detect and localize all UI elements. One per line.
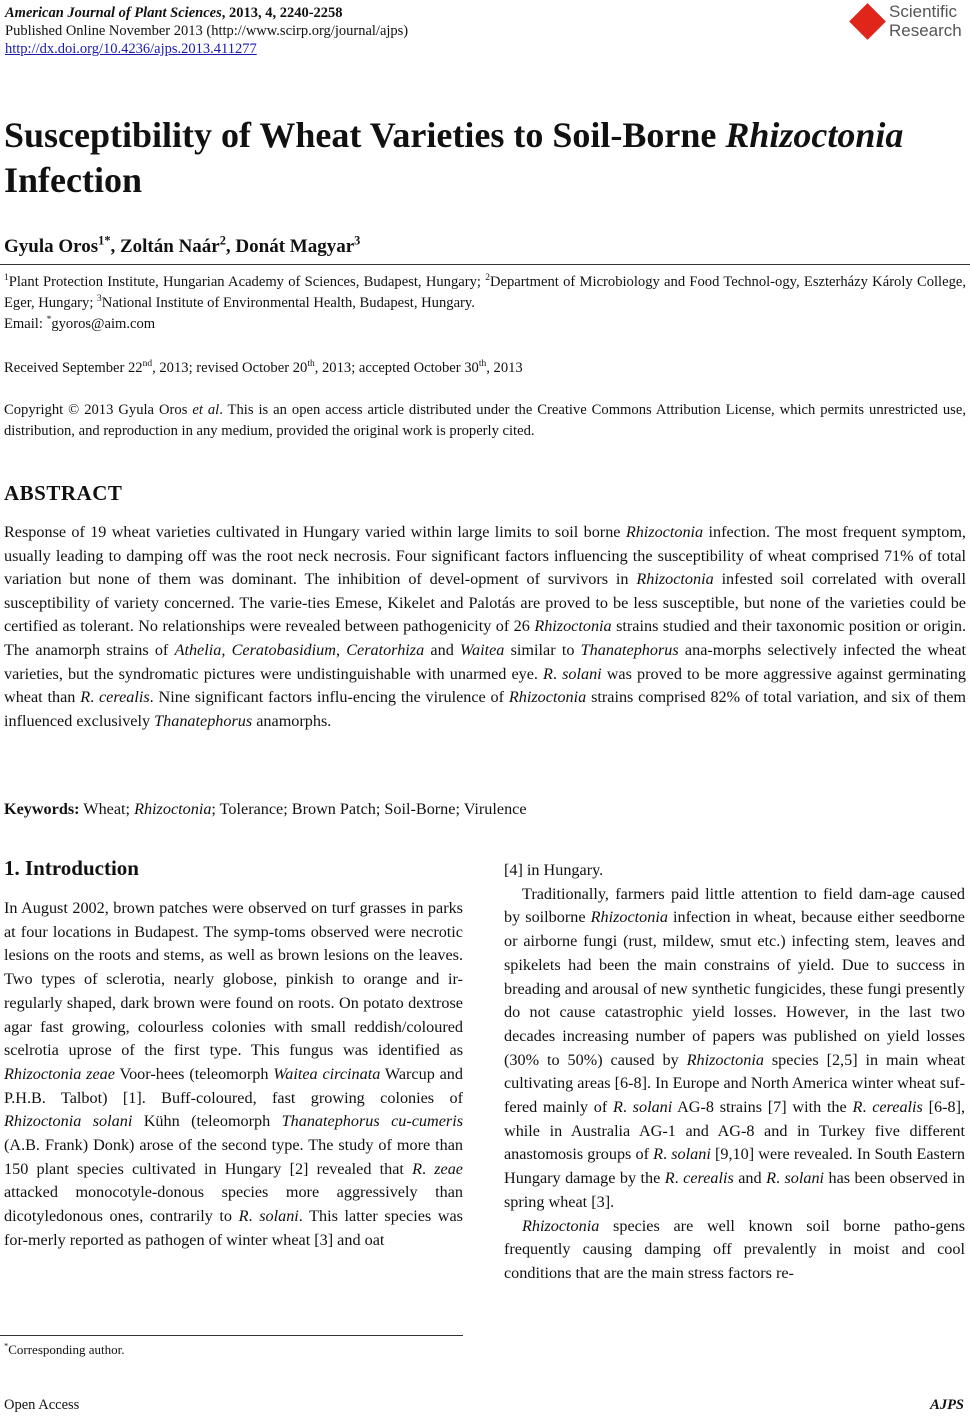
footnote-divider [0,1335,463,1336]
logo-diamond-icon [851,5,885,39]
corresponding-author-footnote: *Corresponding author. [4,1340,125,1357]
footer-journal-abbrev: AJPS [930,1397,964,1413]
intro-paragraph-1-continued: [4] in Hungary. [504,861,604,879]
intro-paragraph-2: Traditionally, farmers paid little attention to field dam-age caused by soilborne Rhizoctonia infection in wheat, because either seedborne or airborne fungi (rust, mildew, smut etc.) infecting stem, leaves and spikelets had been the main constrains of yield. Due to success in breading and arousal of new synthetic fungicides, these fungi presently do not cause catastrophic yield losses. However, in the last two decades increasing number of papers was published on yield losses (30% to 50%) caused by Rhizoctonia species [2,5] in main wheat cultivating areas [6-8]. In Europe and North America winter wheat suf-fered mainly of R. solani AG-8 strains [7] with the R. cerealis [6-8], while in Australia AG-1 and AG-8 and in Turkey five different anastomosis groups of R. solani [9,10] were revealed. In South Eastern Hungary damage by the R. cerealis and R. solani has been observed in spring wheat [3]. [504,884,966,1211]
logo-text-line2: Research [889,21,962,40]
abstract-heading: ABSTRACT [4,481,123,505]
keywords: Keywords: Wheat; Rhizoctonia; Tolerance; Brown Patch; Soil-Borne; Virulence [4,800,527,818]
journal-name: American Journal of Plant Sciences [5,5,222,21]
affiliations: $^1$Plant Protection Institute, Hungarian Academy of Sciences, Budapest, Hungary; $^2$Department of Microbiology and Food Technol-ogy, Eszterházy Károly College, Eger, Hungary; $^3$National Institute of Environmental Health, Budapest, Hungary. Email: *gyoros@aim.com [4,273,966,332]
section-heading-introduction: 1. Introduction [4,856,139,880]
author-email[interactable]: gyoros@aim.com [51,316,156,332]
keywords-label: Keywords: [4,800,80,818]
logo-text-line1: Scientific [889,2,958,21]
column-right [504,859,965,1286]
column-left [4,897,463,1253]
received-dates: Received September 22nd, 2013; revised October 20th, 2013; accepted October 30th, 2013 [4,359,523,376]
abstract-body: Response of 19 wheat varieties cultivated in Hungary varied within large limits to soil borne Rhizoctonia infection. The most frequent symptom, usually leading to damping off was the root neck necrosis. Four significant factors influencing the susceptibility of wheat comprised 71% of total variation but none of them was dominant. The inhibition of devel-opment of survivors in Rhizoctonia infested soil correlated with overall susceptibility of variety concerned. The varie-ties Emese, Kikelet and Palotás are proved to be less susceptible, but none of the varieties could be certified as tolerant. No relationships were revealed between pathogenicity of 26 Rhizoctonia strains studied and their taxonomic position or origin. The anamorph strains of Athelia, Ceratobasidium, Ceratorhiza and Waitea similar to Thanatephorus ana-morphs selectively infected the wheat varieties, but the syndromatic pictures were undistinguishable with unarmed eye. R. solani was proved to be more aggressive against germinating wheat than R. cerealis. Nine significant factors influ-encing the virulence of Rhizoctonia strains comprised 82% of total variation, and six of them influenced exclusively Thanatephorus anamorphs. [4,523,967,730]
scientific-research-logo [851,2,969,44]
intro-paragraph-1: In August 2002, brown patches were observed on turf grasses in parks at four locations in Budapest. The symp-toms observed were necrotic lesions on the roots and stems, as well as brown lesions on the leaves. Two types of sclerotia, nearly globose, pinkish to orange and ir-regularly shaped, dark brown were found on roots. On potato dextrose agar fast growing, colourless colonies with small reddish/coloured scelrotia uprose of the first type. This fungus was identified as Rhizoctonia zeae Voor-hees (teleomorph Waitea circinata Warcup and P.H.B. Talbot) [1]. Buff-coloured, fast growing colonies of Rhizoctonia solani Kühn (teleomorph Thanatephorus cu-cumeris (A.B. Frank) Donk) arose of the second type. The study of more than 150 plant species cultivated in Hungary [2] revealed that R. zeae attacked monocotyle-donous species more aggressively than dicotyledonous ones, contrarily to R. solani. This latter species was for-merly reported as pathogen of winter wheat [3] and oat [4,899,463,1249]
doi-link[interactable]: http://dx.doi.org/10.4236/ajps.2013.411277 [5,41,257,57]
journal-header [5,4,408,58]
published-line: Published Online November 2013 (http://www.scirp.org/journal/ajps) [5,23,409,39]
journal-volume: , 2013, 4, 2240-2258 [221,5,343,21]
article-title: Susceptibility of Wheat Varieties to Soil-Borne Rhizoctonia Infection [4,115,904,200]
copyright-notice: Copyright © 2013 Gyula Oros et al. This is an open access article distributed under the Creative Commons Attribution License, which permits unrestricted use, distribution, and reproduction in any medium, provided the original work is properly cited. [4,402,966,439]
author-list: Gyula Oros$^{1*}$, Zoltán Naár$^2$, Donát Magyar$^3$ [4,233,361,257]
intro-paragraph-3: Rhizoctonia species are well known soil borne patho-gens frequently causing damping off prevalently in moist and cool conditions that are the main stress factors re- [504,1216,965,1282]
footer-open-access: Open Access [4,1397,80,1413]
journal-citation [5,4,408,22]
author-divider [0,264,970,265]
